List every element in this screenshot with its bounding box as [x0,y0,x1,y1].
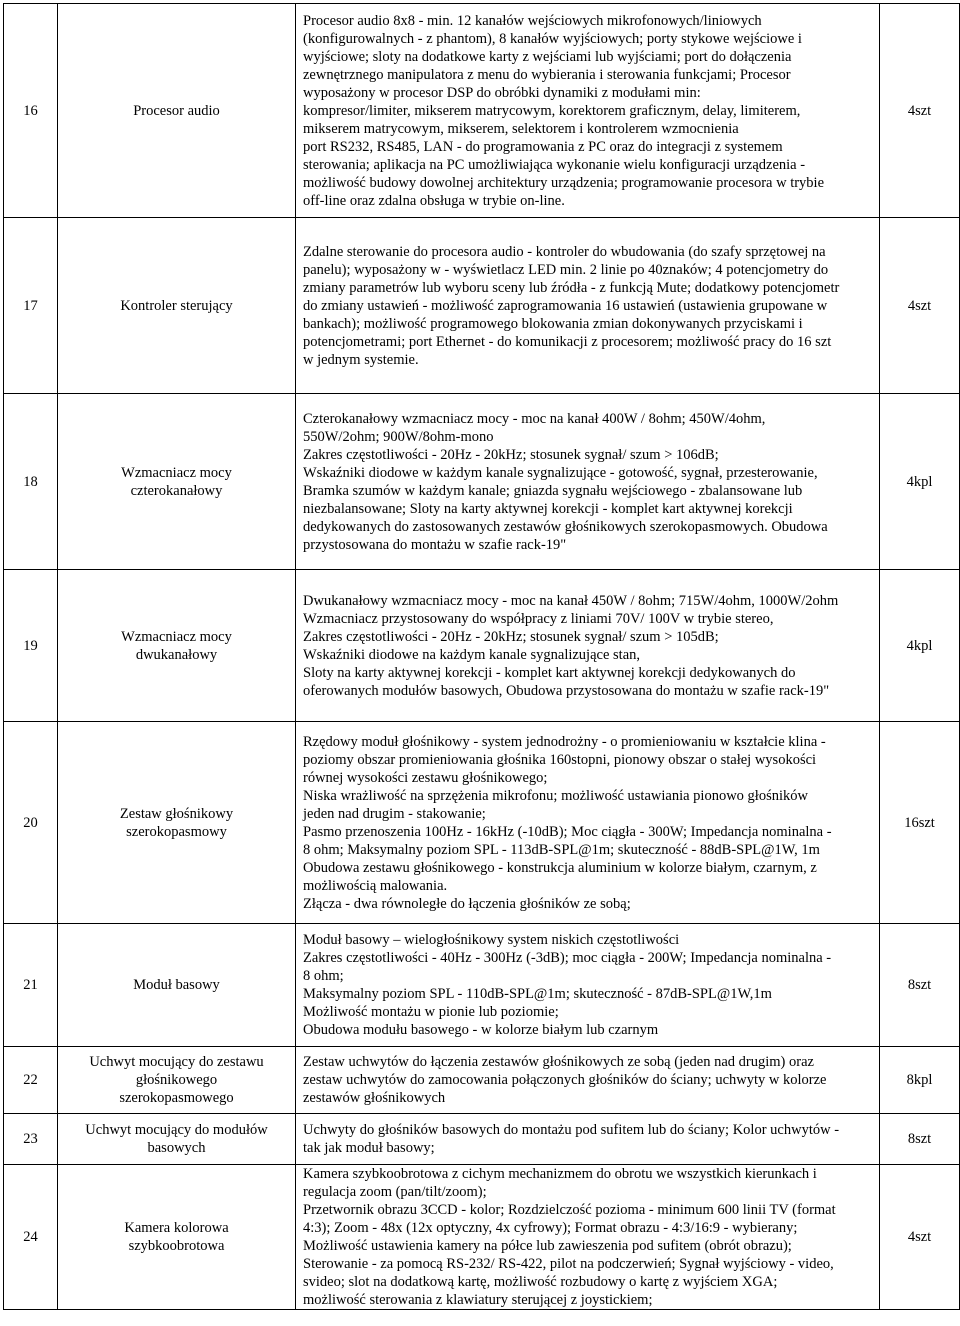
item-description-line: Złącza - dwa równoległe do łączenia głośników ze sobą; [303,895,631,912]
item-description-line: poziomy obszar promieniowania głośnika 160stopni, pionowy obszar o stałej wysokości [303,751,817,768]
item-description-line: Niska wrażliwość na sprzężenia mikrofonu; możliwość ustawiania pionowo głośników [303,787,808,804]
item-name [58,1114,296,1165]
item-description [296,1047,880,1114]
item-description [296,1114,880,1165]
item-description-line: możliwość budowy dowolnej architektury urządzenia; programowanie procesora w trybie [303,174,825,191]
table-row [4,1114,960,1165]
specification-table [3,3,960,1310]
table-row [4,4,960,218]
item-description-line: Obudowa modułu basowego - w kolorze białym lub czarnym [303,1022,659,1038]
table-row [4,394,960,570]
item-description-line: panelu); wyposażony w - wyświetlacz LED min. 2 linie po 40znaków; 4 potencjometry do [303,261,829,278]
item-name-line: głośnikowego [135,1072,218,1088]
item-description-line: port RS232, RS485, LAN - do programowania z PC oraz do integracji z systemem [303,138,783,155]
item-description [296,722,880,924]
item-description-line: dedykowanych do zastosowanych zestawów głośnikowych szerokopasmowych. Obudowa [303,518,828,535]
item-quantity: 16szt [880,722,960,924]
item-quantity: 8kpl [880,1047,960,1114]
item-description-line: sterowania; aplikacja na PC umożliwiająca wykonanie wielu konfiguracji urządzenia - [303,156,806,173]
item-name-line: dwukanałowy [135,646,218,663]
item-description-line: wyposażony w procesor DSP do obróbki dynamiki z modułami min: [303,84,701,101]
item-description-line: kompresor/limiter, mikserem matrycowym, korektorem graficznym, delay, limiterem, [303,102,801,119]
item-description-line: zestaw uchwytów do zamocowania połączonych głośników do ściany; uchwyty w kolorze [303,1072,827,1088]
item-quantity: 4szt [880,218,960,394]
item-description-line: jeden nad drugim - stakowanie; [303,805,486,822]
item-name-line: Procesor audio [133,102,220,119]
item-description-line: Zakres częstotliwości - 40Hz - 300Hz (-3dB); moc ciągła - 200W; Impedancja nominalna - [303,950,832,966]
item-description-line: wyjściowe; sloty na dodatkowe karty z wejściami lub wyjściami; port do dołączenia [303,48,792,65]
item-description-line: 550W/2ohm; 900W/8ohm-mono [303,428,494,445]
item-description-line: w jednym systemie. [303,351,419,368]
item-description-line: Czterokanałowy wzmacniacz mocy - moc na kanał 400W / 8ohm; 450W/4ohm, [303,410,766,427]
row-number: 18 [4,394,58,570]
item-description-line: potencjometrami; port Ethernet - do komunikacji z procesorem; możliwość pracy do 16 szt [303,333,832,350]
item-description-line: svideo; slot na dodatkową kartę, możliwość rozbudowy o kartę z wyjściem XGA; [303,1274,778,1290]
item-name-line: Wzmacniacz mocy [121,464,232,481]
item-description-line: (konfigurowalnych - z phantom), 8 kanałów wyjściowych; porty stykowe wejściowe i [303,30,802,47]
item-description-line: Procesor audio 8x8 - min. 12 kanałów wejściowych mikrofonowych/liniowych [303,12,762,29]
item-name [58,722,296,924]
item-quantity: 4szt [880,1165,960,1310]
item-name [58,394,296,570]
item-description-line: 8 ohm; Maksymalny poziom SPL - 113dB-SPL@1m; skuteczność - 88dB-SPL@1W, 1m [303,841,820,858]
item-description-line: oferowanych modułów basowych, Obudowa przystosowana do montażu w szafie rack-19" [303,682,830,699]
item-quantity: 4kpl [880,570,960,722]
item-description-line: Wzmacniacz przystosowany do współpracy z liniami 70V/ 100V w trybie stereo, [303,610,774,627]
item-name [58,924,296,1047]
item-name [58,218,296,394]
item-name-line: Uchwyt mocujący do modułów [85,1122,268,1138]
item-quantity: 8szt [880,1114,960,1165]
item-description-line: Wskaźniki diodowe w każdym kanale sygnalizujące - gotowość, sygnał, przesterowanie, [303,464,818,481]
row-number: 17 [4,218,58,394]
table-row [4,1047,960,1114]
item-description [296,4,880,218]
item-description-line: zmiany parametrów lub wyboru sceny lub źródła - z funkcją Mute; dodatkowy potencjometr [303,279,840,296]
item-description-line: Dwukanałowy wzmacniacz mocy - moc na kanał 450W / 8ohm; 715W/4ohm, 1000W/2ohm [303,592,839,609]
item-description-line: 8 ohm; [303,968,344,984]
item-name-line: szerokopasmowego [119,1090,234,1106]
row-number: 23 [4,1114,58,1165]
table-row [4,722,960,924]
item-name [58,1047,296,1114]
item-description-line: zewnętrznego manipulatora z menu do wybierania i sterowania funkcjami; Procesor [303,66,791,83]
item-description-line: niezbalansowane; Sloty na karty aktywnej korekcji - komplet kart aktywnej korekcji [303,500,793,517]
item-description-line: tak jak moduł basowy; [303,1140,435,1156]
item-name-line: Zestaw głośnikowy [119,805,234,822]
table-row [4,570,960,722]
item-name-line: Moduł basowy [133,977,220,993]
item-description-line: Uchwyty do głośników basowych do montażu pod sufitem lub do ściany; Kolor uchwytów - [303,1122,840,1138]
item-description-line: Pasmo przenoszenia 100Hz - 16kHz (-10dB); Moc ciągła - 300W; Impedancja nominalna - [303,823,832,840]
item-description-line: Zakres częstotliwości - 20Hz - 20kHz; stosunek sygnał/ szum > 105dB; [303,628,719,645]
item-description-line: Zakres częstotliwości - 20Hz - 20kHz; stosunek sygnał/ szum > 106dB; [303,446,719,463]
table-row [4,218,960,394]
item-description-line: Wskaźniki diodowe na każdym kanale sygnalizujące stan, [303,646,641,663]
item-description [296,394,880,570]
table-row [4,1165,960,1310]
item-quantity: 4szt [880,4,960,218]
item-description-line: zestawów głośnikowych [303,1090,446,1106]
row-number: 22 [4,1047,58,1114]
item-description-line: do zmiany ustawień - możliwość zaprogramowania 16 ustawień (ustawienia grupowane w [303,297,828,314]
item-description [296,218,880,394]
item-name-line: Kontroler sterujący [120,297,233,314]
item-name-line: basowych [147,1140,206,1156]
item-name [58,570,296,722]
item-description-line: Obudowa zestawu głośnikowego - konstrukcja aluminium w kolorze białym, czarnym, z [303,859,817,876]
item-description-line: Przetwornik obrazu 3CCD - kolor; Rozdzielczość pozioma - minimum 600 linii TV (format [303,1202,836,1218]
item-name [58,1165,296,1310]
item-name-line: Uchwyt mocujący do zestawu [89,1054,264,1070]
item-description-line: równej wysokości zestawu głośnikowego; [303,769,548,786]
item-description [296,570,880,722]
item-description-line: Zdalne sterowanie do procesora audio - kontroler do wbudowania (do szafy sprzętowej na [303,243,826,260]
item-description-line: bankach); możliwość programowego blokowania zmian dokonywanych przyciskami i [303,315,803,332]
item-description-line: Sterowanie - za pomocą RS-232/ RS-422, pilot na podczerwień; Sygnał wyjściowy - video, [303,1256,834,1272]
item-description-line: Kamera szybkoobrotowa z cichym mechanizmem do obrotu we wszystkich kierunkach i [303,1166,817,1182]
row-number: 20 [4,722,58,924]
item-description-line: możliwością malowania. [303,877,448,894]
item-description-line: Moduł basowy – wielogłośnikowy system niskich częstotliwości [303,932,680,948]
item-name-line: szerokopasmowy [126,823,227,840]
item-name-line: czterokanałowy [130,482,223,499]
item-description-line: Maksymalny poziom SPL - 110dB-SPL@1m; skuteczność - 87dB-SPL@1W,1m [303,986,772,1002]
item-quantity: 8szt [880,924,960,1047]
item-description-line: Zestaw uchwytów do łączenia zestawów głośnikowych ze sobą (jeden nad drugim) oraz [303,1054,814,1070]
item-description-line: Rzędowy moduł głośnikowy - system jednodrożny - o promieniowaniu w kształcie klina - [303,733,826,750]
item-name [58,4,296,218]
item-quantity: 4kpl [880,394,960,570]
item-name-line: Kamera kolorowa [124,1220,229,1236]
item-name-line: szybkoobrotowa [128,1238,225,1254]
specification-table-body [4,4,960,1310]
table-row [4,924,960,1047]
item-description-line: Możliwość ustawienia kamery na półce lub zawieszenia pod sufitem (obrót obrazu); [303,1238,792,1254]
item-description-line: Możliwość montażu w pionie lub poziomie; [303,1004,559,1020]
item-description-line: Bramka szumów w każdym kanale; gniazda sygnału wejściowego - zbalansowane lub [303,482,803,499]
item-description-line: regulacja zoom (pan/tilt/zoom); [303,1184,487,1200]
row-number: 24 [4,1165,58,1310]
row-number: 16 [4,4,58,218]
item-description [296,1165,880,1310]
row-number: 21 [4,924,58,1047]
item-description-line: mikserem matrycowym, mikserem, selektorem i kontrolerem wzmocnienia [303,120,739,137]
item-description-line: 4:3); Zoom - 48x (12x optyczny, 4x cyfrowy); Format obrazu - 4:3/16:9 - wybierany; [303,1220,798,1236]
item-description-line: możliwość sterowania z klawiatury sterującej z joystickiem; [303,1292,653,1308]
item-description-line: Sloty na karty aktywnej korekcji - komplet kart aktywnej korekcji dedykowanych do [303,664,796,681]
item-description-line: przystosowana do montażu w szafie rack-19" [303,536,567,553]
item-description [296,924,880,1047]
row-number: 19 [4,570,58,722]
item-name-line: Wzmacniacz mocy [121,628,232,645]
item-description-line: off-line oraz zdalna obsługa w trybie on-line. [303,192,565,209]
